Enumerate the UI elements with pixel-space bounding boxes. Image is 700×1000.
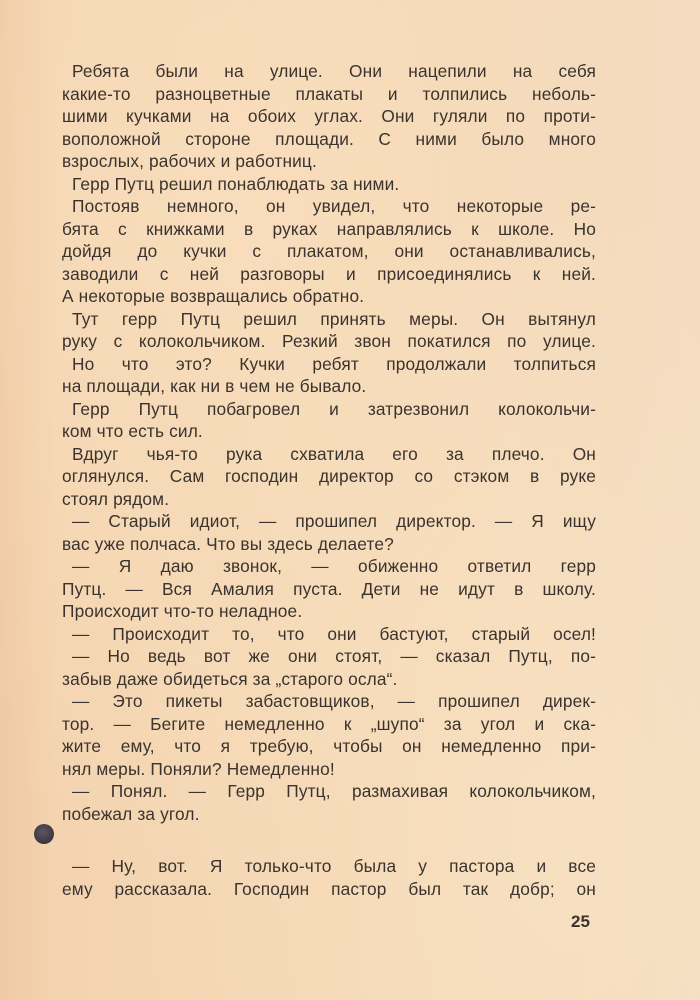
text-line: какие-то разноцветные плакаты и толпились неболь- <box>62 83 596 104</box>
page-text-block <box>62 60 596 825</box>
text-line: забыв даже обидеться за „старого осла“. <box>62 668 398 689</box>
text-line: — Ну, вот. Я только-что была у пастора и все <box>72 856 596 876</box>
text-line: Вдруг чья-то рука схватила его за плечо. Он <box>72 443 596 464</box>
text-line: руку с колокольчиком. Резкий звон покатился по улице. <box>62 331 596 351</box>
text-line: Путц. — Вся Амалия пуста. Дети не идут в школу. <box>62 578 596 599</box>
text-line: бята с книжками в руках направлялись к школе. Но <box>62 218 596 239</box>
text-line: — Это пикеты забастовщиков, — прошипел дирек- <box>72 691 596 711</box>
text-line: на площади, как ни в чем не бывало. <box>62 376 367 396</box>
text-line: ком что есть сил. <box>62 421 203 441</box>
text-line: ему рассказала. Господин пастор был так добр; он <box>62 878 596 899</box>
text-line: нял меры. Поняли? Немедленно! <box>62 758 335 779</box>
text-line: А некоторые возвращались обратно. <box>62 286 365 306</box>
text-line: Постояв немного, он увидел, что некоторые ре- <box>72 196 596 216</box>
text-line: шими кучками на обоих углах. Они гуляли по проти- <box>62 106 596 126</box>
text-line: — Я даю звонок, — обиженно ответил герр <box>72 556 596 576</box>
text-line: — Понял. — Герр Путц, размахивая колокольчиком, <box>72 781 596 801</box>
text-line: Герр Путц решил понаблюдать за ними. <box>72 173 400 194</box>
text-line: Но что это? Кучки ребят продолжали толпиться <box>72 353 596 374</box>
text-line: стоял рядом. <box>62 488 170 509</box>
text-line: тор. — Бегите немедленно к „шупо“ за угол и ска- <box>62 713 596 734</box>
text-line: — Происходит то, что они бастуют, старый осел! <box>72 623 596 644</box>
section-break-ornament-icon <box>34 824 54 844</box>
text-line: воположной стороне площади. С ними было много <box>62 128 596 149</box>
page-text-block-continued <box>62 855 596 900</box>
text-line: заводили с ней разговоры и присоединялись к ней. <box>62 263 596 284</box>
text-line: оглянулся. Сам господин директор со стэком в руке <box>62 466 596 486</box>
page-number: 25 <box>571 912 590 931</box>
text-line: Тут герр Путц решил принять меры. Он вытянул <box>72 308 596 329</box>
text-line: Ребята были на улице. Они нацепили на себя <box>72 61 596 81</box>
text-line: дойдя до кучки с плакатом, они останавливались, <box>62 241 596 261</box>
text-line: вас уже полчаса. Что вы здесь делаете? <box>62 533 394 554</box>
text-line: побежал за угол. <box>62 803 200 824</box>
text-line: Герр Путц побагровел и затрезвонил колокольчи- <box>72 398 596 419</box>
text-line: жите ему, что я требую, чтобы он немедленно при- <box>62 736 596 756</box>
text-line: — Но ведь вот же они стоят, — сказал Путц, по- <box>72 646 596 666</box>
text-line: Происходит что-то неладное. <box>62 601 303 621</box>
text-line: — Старый идиот, — прошипел директор. — Я ищу <box>72 511 596 531</box>
text-line: взрослых, рабочих и работниц. <box>62 151 317 171</box>
